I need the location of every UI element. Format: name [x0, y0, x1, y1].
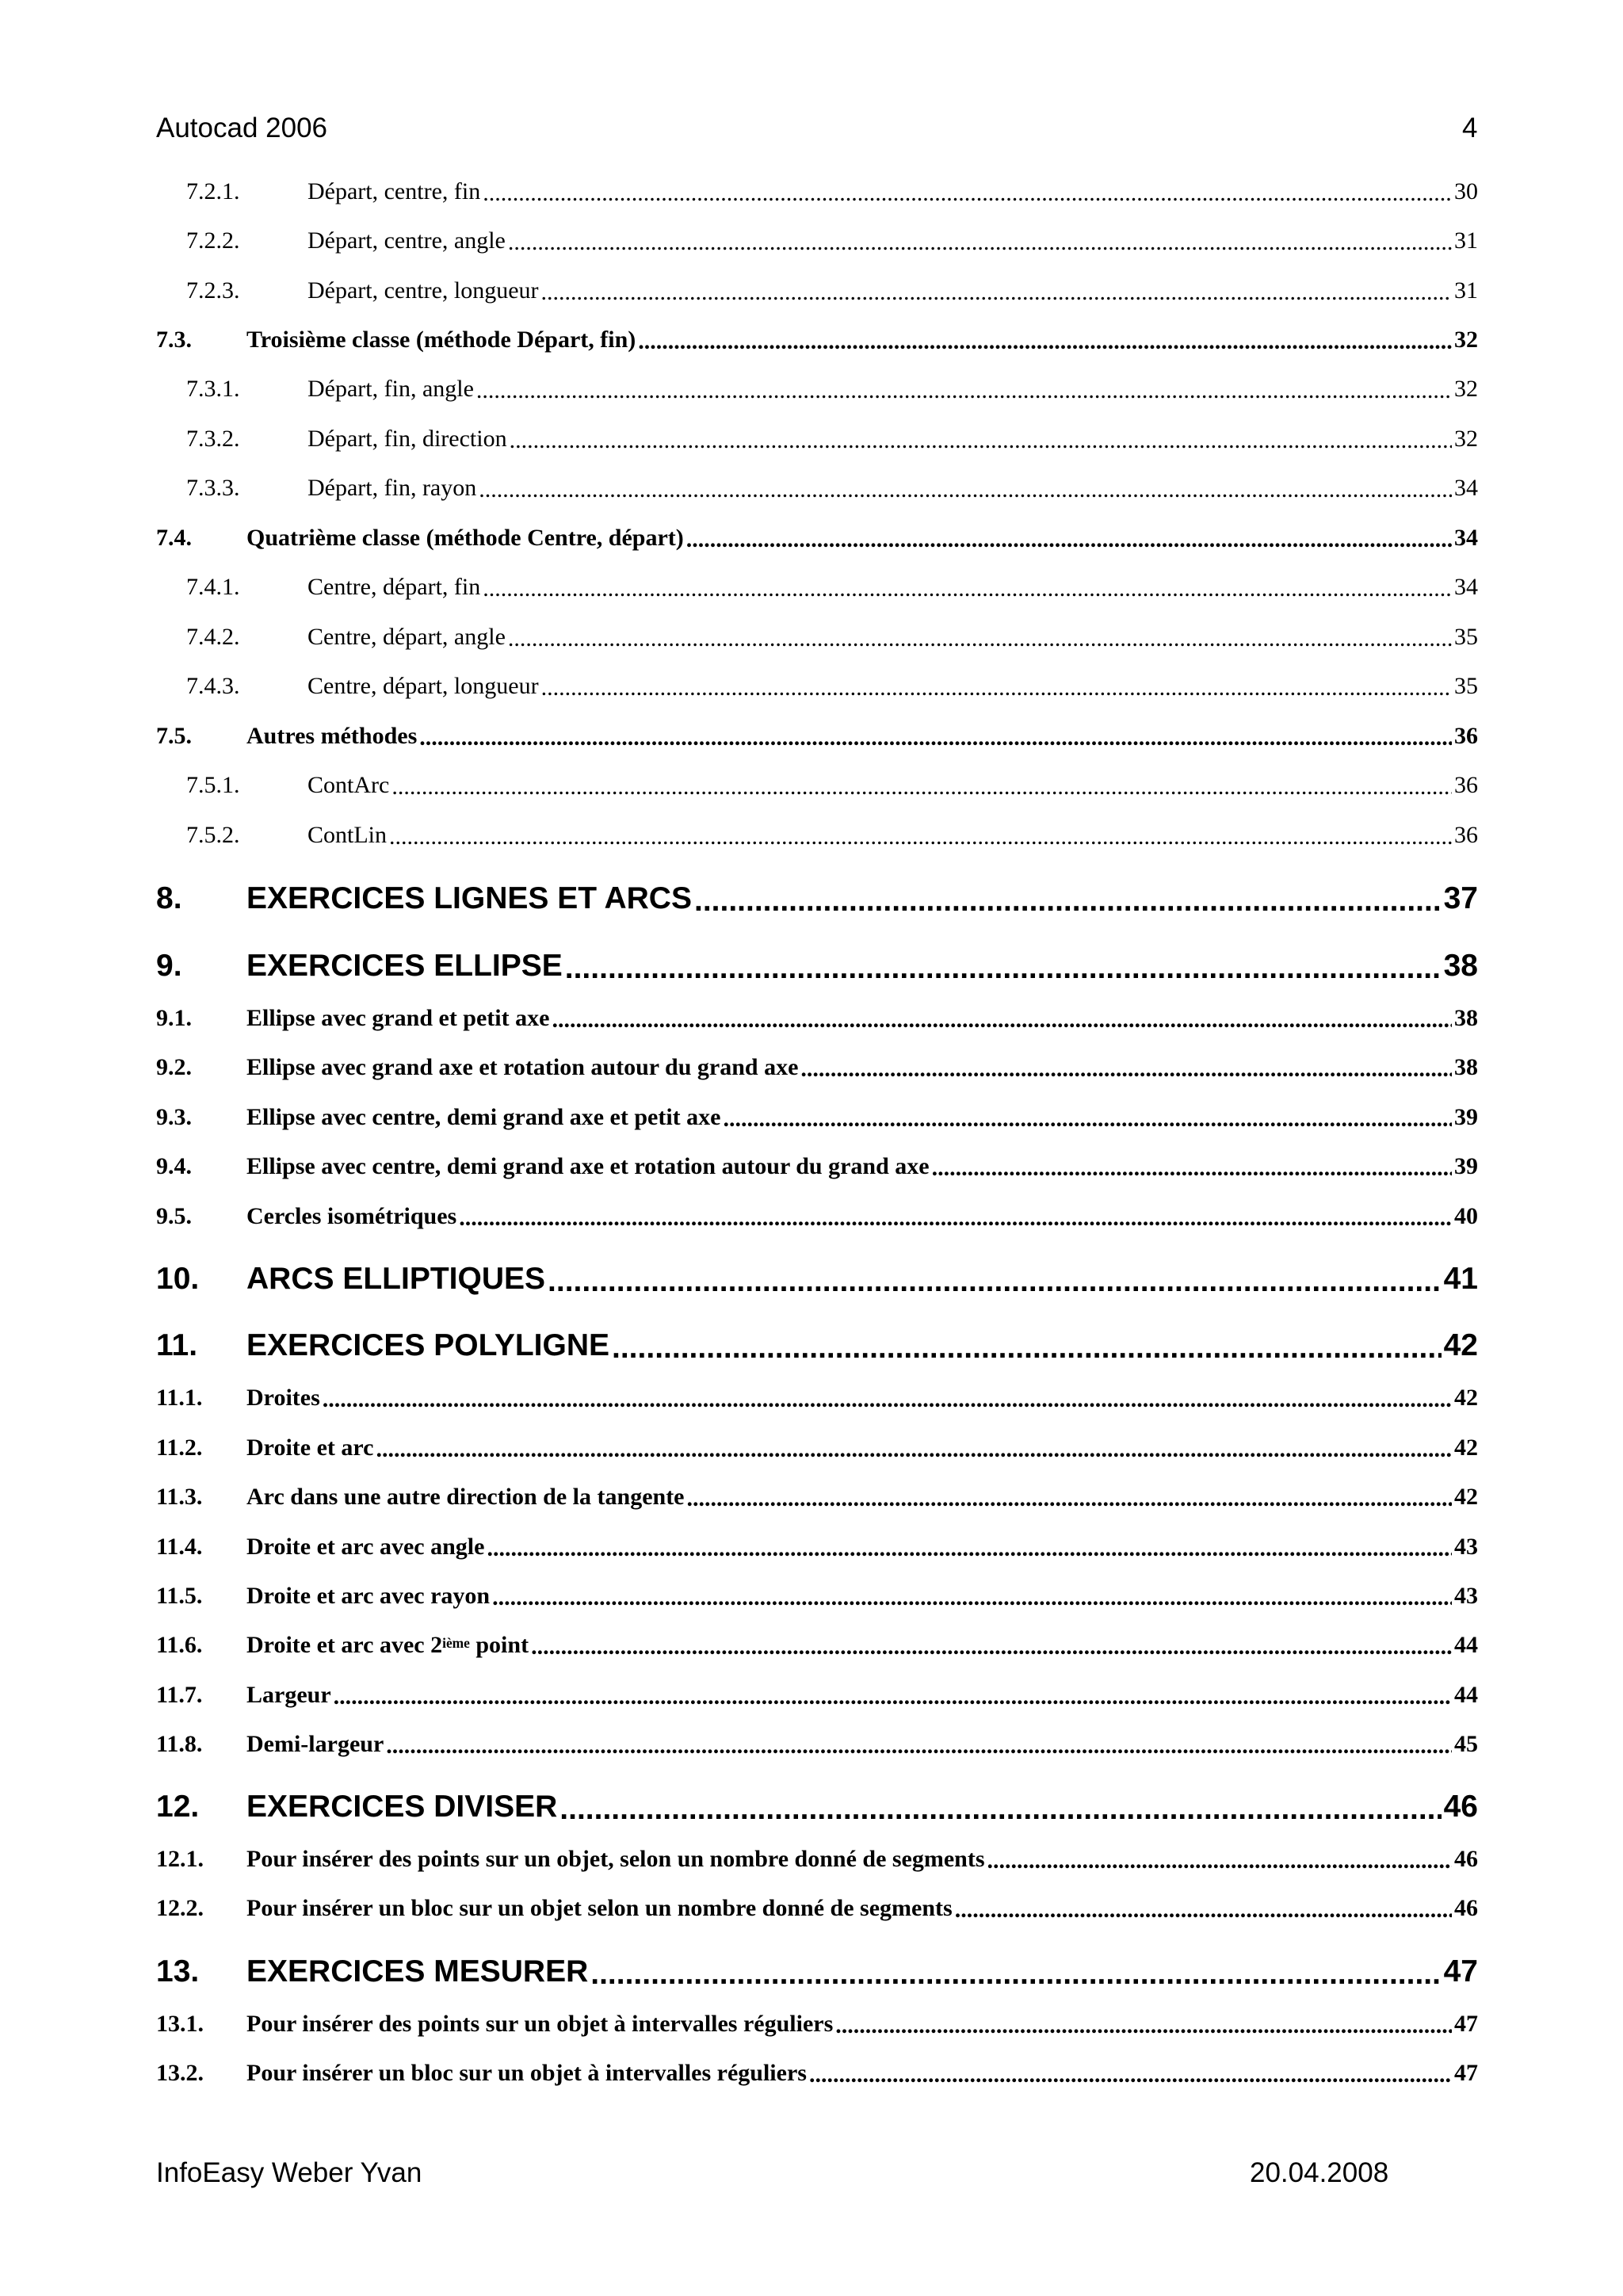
toc-page: 38: [1443, 949, 1478, 983]
dot-leader: [541, 281, 1452, 304]
toc-entry-7-4-1[interactable]: [156, 569, 1478, 601]
dot-leader: [508, 627, 1452, 651]
dot-leader: [483, 577, 1452, 601]
dot-leader: [612, 1332, 1442, 1363]
toc-number: 9.3.: [156, 1104, 192, 1130]
toc-number: 7.3.3.: [186, 475, 240, 501]
toc-title: Ellipse avec grand et petit axe: [246, 1005, 550, 1031]
toc-title: Centre, départ, fin: [307, 574, 481, 600]
toc-entry-13[interactable]: [156, 1950, 1478, 1989]
dot-leader: [386, 1734, 1452, 1758]
dot-leader: [809, 2063, 1452, 2087]
dot-leader: [419, 726, 1452, 750]
toc-page: 40: [1454, 1203, 1478, 1229]
toc-number: 11.5.: [156, 1583, 203, 1609]
toc-title-superscript: ième: [442, 1634, 470, 1651]
toc-title: Quatrième classe (méthode Centre, départ): [246, 525, 684, 551]
toc-page: 45: [1454, 1731, 1478, 1757]
toc-entry-11-3[interactable]: [156, 1479, 1478, 1511]
dot-leader: [590, 1958, 1441, 1989]
dot-leader: [686, 528, 1452, 552]
toc-title: Arc dans une autre direction de la tangente: [246, 1484, 685, 1510]
toc-title: Troisième classe (méthode Départ, fin): [246, 327, 636, 353]
toc-number: 7.2.3.: [186, 277, 240, 304]
toc-page: 43: [1454, 1534, 1478, 1560]
toc-page: 44: [1454, 1682, 1478, 1708]
toc-entry-13-1[interactable]: [156, 2006, 1478, 2038]
toc-title: Pour insérer un bloc sur un objet selon un nombre donné de segments: [246, 1895, 953, 1921]
toc-entry-7-4-2[interactable]: [156, 619, 1478, 651]
toc-entry-11-8[interactable]: [156, 1726, 1478, 1758]
dot-leader: [391, 775, 1452, 799]
toc-title: Départ, centre, angle: [307, 227, 506, 254]
dot-leader: [835, 2014, 1452, 2038]
toc-page: 47: [1454, 2060, 1478, 2086]
toc-page: 46: [1454, 1846, 1478, 1872]
toc-entry-11-4[interactable]: [156, 1529, 1478, 1561]
toc-entry-9[interactable]: [156, 944, 1478, 984]
toc-page: 34: [1454, 475, 1478, 501]
toc-entry-7-3[interactable]: [156, 322, 1478, 353]
toc-page: 32: [1454, 426, 1478, 452]
dot-leader: [510, 429, 1452, 453]
dot-leader: [479, 478, 1452, 502]
toc-title: EXERCICES LIGNES ET ARCS: [246, 881, 692, 915]
toc-page: 38: [1454, 1054, 1478, 1080]
dot-leader: [955, 1898, 1452, 1922]
toc-number: 7.5.2.: [186, 822, 240, 848]
toc-number: 7.5.1.: [186, 772, 240, 798]
toc-page: 42: [1454, 1385, 1478, 1411]
toc-title-text: Droite et arc avec 2: [246, 1632, 443, 1658]
toc-title: Départ, fin, angle: [307, 376, 474, 402]
toc-title: Ellipse avec centre, demi grand axe et rotation autour du grand axe: [246, 1153, 930, 1179]
toc-number: 13.: [156, 1954, 200, 1988]
toc-title-text-after: point: [469, 1632, 529, 1658]
toc-number: 13.1.: [156, 2011, 204, 2037]
toc-page: 36: [1454, 723, 1478, 749]
toc-entry-12-1[interactable]: [156, 1841, 1478, 1873]
toc-title: Ellipse avec centre, demi grand axe et petit axe: [246, 1104, 721, 1130]
toc-number: 9.1.: [156, 1005, 192, 1031]
toc-title: Largeur: [246, 1682, 331, 1708]
toc-page: 35: [1454, 624, 1478, 650]
dot-leader: [694, 885, 1442, 916]
toc-page: 38: [1454, 1005, 1478, 1031]
toc-page: 47: [1454, 2011, 1478, 2037]
running-footer-author: InfoEasy Weber Yvan: [156, 2157, 422, 2188]
toc-number: 12.2.: [156, 1895, 204, 1921]
toc-number: 11.2.: [156, 1435, 203, 1461]
toc-number: 11.8.: [156, 1731, 203, 1757]
toc-page: 42: [1454, 1484, 1478, 1510]
toc-page: 31: [1454, 227, 1478, 254]
toc-page: 36: [1454, 772, 1478, 798]
toc-page: 32: [1454, 327, 1478, 353]
toc-page: 37: [1443, 881, 1478, 915]
toc-title: Demi-largeur: [246, 1731, 384, 1757]
toc-title: Pour insérer des points sur un objet à intervalles réguliers: [246, 2011, 834, 2037]
toc-number: 11.3.: [156, 1484, 203, 1510]
toc-page: 46: [1443, 1790, 1478, 1824]
toc-title: EXERCICES POLYLIGNE: [246, 1328, 610, 1362]
toc-entry-10[interactable]: [156, 1257, 1478, 1297]
dot-leader: [565, 953, 1442, 984]
toc-entry-8[interactable]: [156, 877, 1478, 916]
dot-leader: [987, 1849, 1452, 1873]
toc-page: 47: [1443, 1954, 1478, 1988]
toc-entry-11-1[interactable]: [156, 1380, 1478, 1412]
dot-leader: [508, 231, 1452, 254]
dot-leader: [376, 1438, 1452, 1461]
dot-leader: [541, 676, 1452, 700]
dot-leader: [559, 1794, 1441, 1824]
toc-page: 41: [1443, 1262, 1478, 1296]
toc-entry-7-5[interactable]: [156, 718, 1478, 750]
toc-title: Droite et arc avec angle: [246, 1534, 485, 1560]
dot-leader: [531, 1635, 1452, 1659]
toc-page: 46: [1454, 1895, 1478, 1921]
toc-page: 32: [1454, 376, 1478, 402]
toc-entry-7-4-3[interactable]: [156, 668, 1478, 700]
toc-entry-9-2[interactable]: [156, 1049, 1478, 1081]
toc-number: 7.3.2.: [186, 426, 240, 452]
toc-number: 7.4.: [156, 525, 192, 551]
toc-title: Départ, fin, rayon: [307, 475, 477, 501]
toc-number: 10.: [156, 1262, 200, 1296]
dot-leader: [800, 1057, 1452, 1081]
dot-leader: [334, 1685, 1452, 1709]
toc-entry-7-3-3[interactable]: [156, 470, 1478, 502]
toc-entry-9-5[interactable]: [156, 1198, 1478, 1230]
dot-leader: [932, 1156, 1452, 1180]
dot-leader: [687, 1487, 1453, 1511]
toc-title: ContArc: [307, 772, 390, 798]
toc-entry-9-3[interactable]: [156, 1099, 1478, 1131]
toc-entry-9-4[interactable]: [156, 1148, 1478, 1180]
toc-page: 34: [1454, 574, 1478, 600]
toc-title: ContLin: [307, 822, 388, 848]
toc-number: 7.4.1.: [186, 574, 240, 600]
toc-title: Départ, fin, direction: [307, 426, 507, 452]
dot-leader: [476, 379, 1452, 403]
toc-entry-11-2[interactable]: [156, 1430, 1478, 1461]
toc-number: 8.: [156, 881, 182, 915]
toc-page: 44: [1454, 1632, 1478, 1658]
running-footer-date: 20.04.2008: [1250, 2157, 1389, 2188]
dot-leader: [483, 181, 1452, 205]
dot-leader: [552, 1008, 1452, 1032]
toc-number: 7.2.2.: [186, 227, 240, 254]
toc-title: EXERCICES ELLIPSE: [246, 949, 563, 983]
toc-entry-9-1[interactable]: [156, 1000, 1478, 1032]
toc-title: Cercles isométriques: [246, 1203, 457, 1229]
toc-number: 7.2.1.: [186, 178, 240, 204]
toc-title: EXERCICES MESURER: [246, 1954, 589, 1988]
dot-leader: [492, 1586, 1452, 1610]
toc-title: Ellipse avec grand axe et rotation autour du grand axe: [246, 1054, 799, 1080]
toc-number: 7.5.: [156, 723, 192, 749]
toc-page: 42: [1454, 1435, 1478, 1461]
toc-number: 7.3.: [156, 327, 192, 353]
dot-leader: [389, 825, 1452, 849]
toc-entry-7-3-2[interactable]: [156, 421, 1478, 453]
toc-entry-7-2-3[interactable]: [156, 273, 1478, 304]
dot-leader: [638, 330, 1452, 353]
toc-number: 11.7.: [156, 1682, 203, 1708]
toc-number: 9.4.: [156, 1153, 192, 1179]
dot-leader: [723, 1107, 1452, 1131]
toc-entry-7-5-1[interactable]: [156, 767, 1478, 799]
running-header-title: Autocad 2006: [156, 113, 328, 143]
toc-title: Droite et arc: [246, 1435, 374, 1461]
toc-number: 7.4.2.: [186, 624, 240, 650]
toc-entry-11-6[interactable]: [156, 1627, 1478, 1659]
toc-entry-12-2[interactable]: [156, 1890, 1478, 1922]
toc-number: 11.4.: [156, 1534, 203, 1560]
toc-title: Pour insérer des points sur un objet, selon un nombre donné de segments: [246, 1846, 985, 1872]
toc-number: 11.: [156, 1328, 198, 1362]
toc-title: Pour insérer un bloc sur un objet à intervalles réguliers: [246, 2060, 807, 2086]
toc-entry-7-4[interactable]: [156, 520, 1478, 552]
toc-number: 11.1.: [156, 1385, 203, 1411]
toc-entry-13-2[interactable]: [156, 2055, 1478, 2087]
toc-page: 39: [1454, 1104, 1478, 1130]
toc-title: EXERCICES DIVISER: [246, 1790, 558, 1824]
toc-page: 36: [1454, 822, 1478, 848]
toc-title: Centre, départ, longueur: [307, 673, 539, 699]
toc-entry-7-3-1[interactable]: [156, 371, 1478, 403]
toc-entry-11-7[interactable]: [156, 1677, 1478, 1709]
toc-title: Droites: [246, 1385, 320, 1411]
running-header-page-number: 4: [1462, 113, 1478, 143]
toc-entry-11[interactable]: [156, 1324, 1478, 1363]
toc-number: 12.1.: [156, 1846, 204, 1872]
toc-title: Autres méthodes: [246, 723, 418, 749]
toc-title: [246, 1632, 529, 1659]
toc-page: 43: [1454, 1583, 1478, 1609]
dot-leader: [323, 1388, 1452, 1412]
dot-leader: [487, 1537, 1452, 1561]
toc-title: Centre, départ, angle: [307, 624, 506, 650]
toc-title: Droite et arc avec rayon: [246, 1583, 491, 1609]
dot-leader: [548, 1266, 1442, 1297]
toc-number: 12.: [156, 1790, 200, 1824]
toc-title: Départ, centre, longueur: [307, 277, 539, 304]
toc-entry-7-2-2[interactable]: [156, 223, 1478, 254]
toc-entry-11-5[interactable]: [156, 1578, 1478, 1610]
toc-title: Départ, centre, fin: [307, 178, 481, 204]
toc-page: 35: [1454, 673, 1478, 699]
toc-page: 42: [1443, 1328, 1478, 1362]
toc-number: 9.: [156, 949, 182, 983]
toc-page: 30: [1454, 178, 1478, 204]
dot-leader: [459, 1206, 1452, 1230]
toc-number: 13.2.: [156, 2060, 204, 2086]
toc-page: 31: [1454, 277, 1478, 304]
toc-number: 7.4.3.: [186, 673, 240, 699]
toc-entry-7-5-2[interactable]: [156, 817, 1478, 849]
toc-entry-12[interactable]: [156, 1785, 1478, 1824]
toc-title: ARCS ELLIPTIQUES: [246, 1262, 546, 1296]
toc-page: 34: [1454, 525, 1478, 551]
toc-number: 9.2.: [156, 1054, 192, 1080]
toc-number: 7.3.1.: [186, 376, 240, 402]
toc-page: 39: [1454, 1153, 1478, 1179]
toc-number: 11.6.: [156, 1632, 203, 1658]
toc-entry-7-2-1[interactable]: [156, 174, 1478, 205]
toc-number: 9.5.: [156, 1203, 192, 1229]
